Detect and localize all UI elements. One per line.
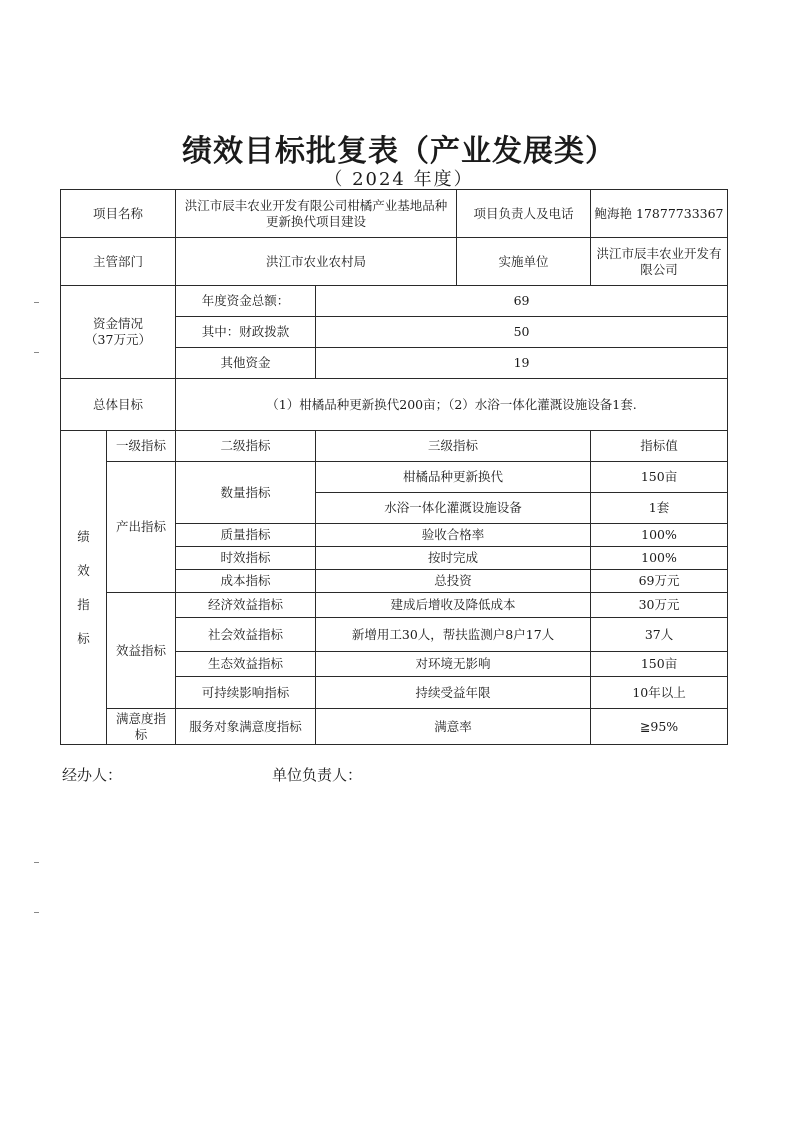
year-line: （ 2024 年度） bbox=[324, 169, 474, 190]
indicator-value: 150亩 bbox=[591, 652, 728, 677]
indicator-value: 100% bbox=[591, 524, 728, 547]
indicator-level2: 可持续影响指标 bbox=[176, 677, 316, 709]
page-title: 绩效目标批复表（产业发展类） bbox=[182, 134, 616, 169]
funds-label bbox=[61, 286, 176, 379]
funds-label-main: 资金情况 bbox=[93, 316, 144, 331]
indicator-level3: 对环境无影响 bbox=[316, 652, 591, 677]
impl-unit-label: 实施单位 bbox=[457, 238, 591, 286]
goal-row bbox=[61, 379, 728, 431]
indicator-value: 100% bbox=[591, 547, 728, 570]
funds-row-value: 50 bbox=[316, 317, 728, 348]
funds-row-label: 年度资金总额： bbox=[176, 286, 316, 317]
indicator-level3: 总投资 bbox=[316, 570, 591, 593]
funds-row-value: 19 bbox=[316, 348, 728, 379]
funds-label-sub: （37万元） bbox=[85, 332, 151, 347]
funds-row bbox=[61, 286, 728, 317]
scan-mark bbox=[34, 862, 39, 863]
indicator-value: 1套 bbox=[591, 493, 728, 524]
header-level3: 三级指标 bbox=[316, 431, 591, 462]
indicator-level2: 时效指标 bbox=[176, 547, 316, 570]
header-level1: 一级指标 bbox=[107, 431, 176, 462]
project-name-label: 项目名称 bbox=[61, 190, 176, 238]
goal-label: 总体目标 bbox=[61, 379, 176, 431]
impl-unit-value: 洪江市辰丰农业开发有限公司 bbox=[591, 238, 728, 286]
indicator-level2: 社会效益指标 bbox=[176, 618, 316, 652]
dept-value: 洪江市农业农村局 bbox=[176, 238, 457, 286]
indicator-value: ≧95% bbox=[591, 709, 728, 745]
benefit-indicator-label: 效益指标 bbox=[107, 593, 176, 709]
indicator-row bbox=[61, 593, 728, 618]
funds-row-value: 69 bbox=[316, 286, 728, 317]
project-name-value: 洪江市辰丰农业开发有限公司柑橘产业基地品种更新换代项目建设 bbox=[176, 190, 457, 238]
indicator-level3: 持续受益年限 bbox=[316, 677, 591, 709]
funds-row-label: 其他资金 bbox=[176, 348, 316, 379]
indicator-level3: 水浴一体化灌溉设施设备 bbox=[316, 493, 591, 524]
project-contact-value: 鲍海艳 17877733367 bbox=[591, 190, 728, 238]
indicator-header-row bbox=[61, 431, 728, 462]
indicator-level2: 成本指标 bbox=[176, 570, 316, 593]
indicator-level3: 建成后增收及降低成本 bbox=[316, 593, 591, 618]
project-contact-label: 项目负责人及电话 bbox=[457, 190, 591, 238]
header-value: 指标值 bbox=[591, 431, 728, 462]
indicator-row bbox=[61, 709, 728, 745]
indicator-value: 150亩 bbox=[591, 462, 728, 493]
performance-table bbox=[60, 189, 728, 745]
indicator-value: 69万元 bbox=[591, 570, 728, 593]
funds-row-label: 其中：财政拨款 bbox=[176, 317, 316, 348]
indicator-value: 37人 bbox=[591, 618, 728, 652]
output-indicator-label: 产出指标 bbox=[107, 462, 176, 593]
scan-mark bbox=[34, 302, 39, 303]
indicator-level3: 按时完成 bbox=[316, 547, 591, 570]
quantity-indicator-label: 数量指标 bbox=[176, 462, 316, 524]
header-level2: 二级指标 bbox=[176, 431, 316, 462]
indicator-level2: 质量指标 bbox=[176, 524, 316, 547]
indicator-level2: 服务对象满意度指标 bbox=[176, 709, 316, 745]
scan-mark bbox=[34, 352, 39, 353]
indicator-level2: 生态效益指标 bbox=[176, 652, 316, 677]
scan-mark bbox=[34, 912, 39, 913]
handler-label: 经办人： bbox=[62, 766, 123, 784]
project-row bbox=[61, 190, 728, 238]
indicator-level3: 满意率 bbox=[316, 709, 591, 745]
indicator-value: 30万元 bbox=[591, 593, 728, 618]
satisfaction-indicator-label: 满意度指标 bbox=[107, 709, 176, 745]
indicator-level3: 柑橘品种更新换代 bbox=[316, 462, 591, 493]
indicator-level3: 验收合格率 bbox=[316, 524, 591, 547]
indicators-vertical-label: 绩 效 指 标 bbox=[61, 431, 107, 745]
indicator-level3: 新增用工30人，帮扶监测户8户17人 bbox=[316, 618, 591, 652]
dept-row bbox=[61, 238, 728, 286]
indicator-row bbox=[61, 462, 728, 493]
leader-label: 单位负责人： bbox=[272, 766, 363, 784]
dept-label: 主管部门 bbox=[61, 238, 176, 286]
goal-value: （1）柑橘品种更新换代200亩；（2）水浴一体化灌溉设施设备1套. bbox=[176, 379, 728, 431]
indicator-value: 10年以上 bbox=[591, 677, 728, 709]
indicator-level2: 经济效益指标 bbox=[176, 593, 316, 618]
